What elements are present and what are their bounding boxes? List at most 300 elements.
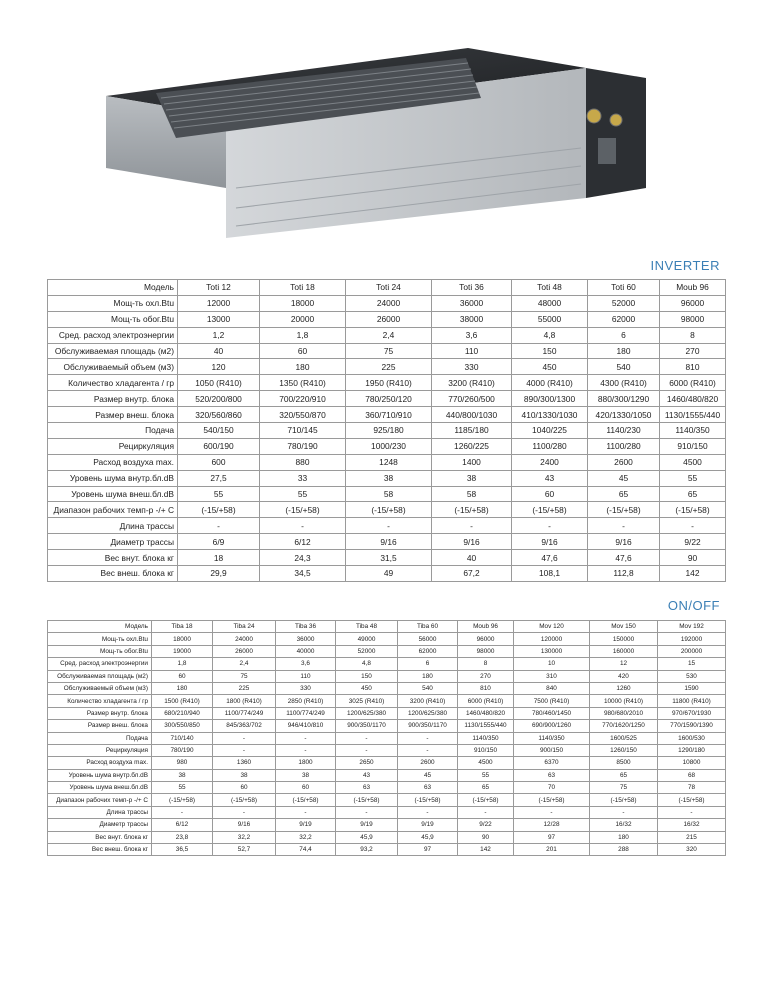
table-row bbox=[48, 819, 726, 831]
table-cell: (-15/+58) bbox=[213, 794, 276, 806]
table-cell: 24,3 bbox=[260, 550, 346, 566]
table-cell: 1950 (R410) bbox=[346, 375, 432, 391]
table-row bbox=[48, 327, 726, 343]
row-label: Подача bbox=[48, 423, 178, 439]
table-cell: 540 bbox=[398, 682, 458, 694]
table-cell: 910/150 bbox=[458, 744, 514, 756]
table-cell: 270 bbox=[458, 670, 514, 682]
table-cell: (-15/+58) bbox=[658, 794, 726, 806]
table-cell: 33 bbox=[260, 470, 346, 486]
table-cell: 810 bbox=[458, 682, 514, 694]
table-cell: 8 bbox=[660, 327, 726, 343]
table-cell: 47,6 bbox=[512, 550, 588, 566]
table-cell: 1130/1555/440 bbox=[458, 720, 514, 732]
table-cell: 96000 bbox=[458, 633, 514, 645]
table-cell: 890/300/1300 bbox=[512, 391, 588, 407]
table-cell: 840 bbox=[514, 682, 590, 694]
table-cell: 150000 bbox=[590, 633, 658, 645]
table-cell: 96000 bbox=[660, 295, 726, 311]
row-label: Вес внут. блока кг bbox=[48, 831, 152, 843]
table-row bbox=[48, 633, 726, 645]
table-cell: 10800 bbox=[658, 757, 726, 769]
table-cell: 8 bbox=[458, 658, 514, 670]
table-cell: 40 bbox=[178, 343, 260, 359]
table-cell: 1100/774/249 bbox=[276, 707, 336, 719]
table-cell: 450 bbox=[512, 359, 588, 375]
row-label: Диапазон рабочих темп-р -/+ С bbox=[48, 502, 178, 518]
table-cell: 200000 bbox=[658, 645, 726, 657]
table-cell: 130000 bbox=[514, 645, 590, 657]
table-cell: - bbox=[152, 806, 213, 818]
table-cell: 910/150 bbox=[660, 438, 726, 454]
table-cell: 360/710/910 bbox=[346, 407, 432, 423]
table-cell: 4500 bbox=[660, 454, 726, 470]
table-cell: 1100/774/249 bbox=[213, 707, 276, 719]
table-row bbox=[48, 502, 726, 518]
table-row bbox=[48, 844, 726, 856]
table-cell: - bbox=[336, 806, 398, 818]
table-cell: 320/550/870 bbox=[260, 407, 346, 423]
table-cell: 45 bbox=[588, 470, 660, 486]
table-cell: 108,1 bbox=[512, 566, 588, 582]
table-cell: - bbox=[432, 518, 512, 534]
table-cell: 27,5 bbox=[178, 470, 260, 486]
row-label: Рециркуляция bbox=[48, 438, 178, 454]
table-cell: 1600/525 bbox=[590, 732, 658, 744]
table-cell: 1050 (R410) bbox=[178, 375, 260, 391]
column-header: Moub 96 bbox=[458, 621, 514, 633]
table-cell: - bbox=[588, 518, 660, 534]
table-row bbox=[48, 359, 726, 375]
table-row bbox=[48, 794, 726, 806]
table-cell: 710/145 bbox=[260, 423, 346, 439]
table-cell: 10000 (R410) bbox=[590, 695, 658, 707]
row-label: Сред. расход электроэнергии bbox=[48, 658, 152, 670]
row-label: Уровень шума внутр.бл.dB bbox=[48, 470, 178, 486]
table-cell: 110 bbox=[432, 343, 512, 359]
table-cell: 68 bbox=[658, 769, 726, 781]
table-cell: 36,5 bbox=[152, 844, 213, 856]
table-cell: 6 bbox=[398, 658, 458, 670]
table-cell: - bbox=[458, 806, 514, 818]
table-cell: - bbox=[276, 806, 336, 818]
table-cell: 288 bbox=[590, 844, 658, 856]
table-row bbox=[48, 454, 726, 470]
row-label: Обслуживаемая площадь (м2) bbox=[48, 670, 152, 682]
table-cell: 12000 bbox=[178, 295, 260, 311]
table-cell: 600 bbox=[178, 454, 260, 470]
table-cell: 770/1620/1250 bbox=[590, 720, 658, 732]
table-cell: 1800 bbox=[276, 757, 336, 769]
table-cell: 36000 bbox=[432, 295, 512, 311]
table-cell: - bbox=[276, 732, 336, 744]
table-cell: 12 bbox=[590, 658, 658, 670]
row-label: Размер внеш. блока bbox=[48, 407, 178, 423]
row-label: Сред. расход электроэнергии bbox=[48, 327, 178, 343]
table-cell: 6000 (R410) bbox=[660, 375, 726, 391]
table-cell: 10 bbox=[514, 658, 590, 670]
table-cell: 880 bbox=[260, 454, 346, 470]
row-label: Вес внеш. блока кг bbox=[48, 566, 178, 582]
row-label: Обслуживаемая площадь (м2) bbox=[48, 343, 178, 359]
row-label: Подача bbox=[48, 732, 152, 744]
table-cell: 55000 bbox=[512, 311, 588, 327]
table-cell: 780/190 bbox=[260, 438, 346, 454]
table-cell: 142 bbox=[660, 566, 726, 582]
table-cell: 2,4 bbox=[213, 658, 276, 670]
table-cell: 38 bbox=[346, 470, 432, 486]
table-cell: 4,8 bbox=[512, 327, 588, 343]
table-cell: 1140/230 bbox=[588, 423, 660, 439]
table-cell: - bbox=[213, 732, 276, 744]
onoff-spec-table bbox=[47, 620, 726, 856]
table-cell: - bbox=[514, 806, 590, 818]
table-cell: 770/260/500 bbox=[432, 391, 512, 407]
table-cell: 980 bbox=[152, 757, 213, 769]
table-cell: 946/410/810 bbox=[276, 720, 336, 732]
table-cell: 700/220/910 bbox=[260, 391, 346, 407]
table-cell: 225 bbox=[213, 682, 276, 694]
table-cell: 9/16 bbox=[213, 819, 276, 831]
table-cell: 45,9 bbox=[336, 831, 398, 843]
table-cell: 1140/350 bbox=[458, 732, 514, 744]
table-cell: 97 bbox=[514, 831, 590, 843]
table-cell: 55 bbox=[660, 470, 726, 486]
row-label: Количество хладагента / гр bbox=[48, 375, 178, 391]
table-cell: 520/200/800 bbox=[178, 391, 260, 407]
table-row bbox=[48, 311, 726, 327]
table-cell: 1260 bbox=[590, 682, 658, 694]
table-cell: 9/16 bbox=[512, 534, 588, 550]
table-cell: 60 bbox=[276, 782, 336, 794]
table-cell: 2650 bbox=[336, 757, 398, 769]
table-cell: 450 bbox=[336, 682, 398, 694]
table-cell: 1350 (R410) bbox=[260, 375, 346, 391]
table-cell: 9/22 bbox=[458, 819, 514, 831]
table-cell: 1040/225 bbox=[512, 423, 588, 439]
table-cell: 16/32 bbox=[658, 819, 726, 831]
table-cell: (-15/+58) bbox=[458, 794, 514, 806]
table-cell: 201 bbox=[514, 844, 590, 856]
row-label: Уровень шума внеш.бл.dB bbox=[48, 486, 178, 502]
table-row bbox=[48, 769, 726, 781]
table-cell: 24000 bbox=[346, 295, 432, 311]
row-label: Уровень шума внутр.бл.dB bbox=[48, 769, 152, 781]
table-cell: 925/180 bbox=[346, 423, 432, 439]
table-cell: 26000 bbox=[346, 311, 432, 327]
table-cell: 18000 bbox=[152, 633, 213, 645]
table-cell: 192000 bbox=[658, 633, 726, 645]
table-row bbox=[48, 343, 726, 359]
table-cell: (-15/+58) bbox=[660, 502, 726, 518]
table-cell: 98000 bbox=[660, 311, 726, 327]
table-row bbox=[48, 486, 726, 502]
table-cell: 1100/280 bbox=[512, 438, 588, 454]
table-cell: 845/363/702 bbox=[213, 720, 276, 732]
table-cell: 9/16 bbox=[346, 534, 432, 550]
table-cell: 3,6 bbox=[276, 658, 336, 670]
table-cell: 90 bbox=[660, 550, 726, 566]
row-label: Мощ-ть охл.Btu bbox=[48, 295, 178, 311]
table-cell: (-15/+58) bbox=[398, 794, 458, 806]
column-header: Mov 120 bbox=[514, 621, 590, 633]
row-label: Обслуживаемый объем (м3) bbox=[48, 359, 178, 375]
table-cell: 2850 (R410) bbox=[276, 695, 336, 707]
row-label: Диаметр трассы bbox=[48, 819, 152, 831]
table-cell: 1460/480/820 bbox=[660, 391, 726, 407]
table-cell: 180 bbox=[398, 670, 458, 682]
table-cell: (-15/+58) bbox=[514, 794, 590, 806]
table-cell: (-15/+58) bbox=[346, 502, 432, 518]
table-cell: 770/1590/1390 bbox=[658, 720, 726, 732]
table-cell: 55 bbox=[458, 769, 514, 781]
table-cell: 75 bbox=[346, 343, 432, 359]
row-label: Диаметр трассы bbox=[48, 534, 178, 550]
table-cell: 15 bbox=[658, 658, 726, 670]
table-cell: 180 bbox=[588, 343, 660, 359]
table-cell: 6/12 bbox=[152, 819, 213, 831]
table-cell: 78 bbox=[658, 782, 726, 794]
table-cell: 60 bbox=[213, 782, 276, 794]
table-row bbox=[48, 782, 726, 794]
table-cell: 32,2 bbox=[276, 831, 336, 843]
table-cell: 1100/280 bbox=[588, 438, 660, 454]
table-cell: 45 bbox=[398, 769, 458, 781]
row-label: Размер внутр. блока bbox=[48, 707, 152, 719]
table-cell: 90 bbox=[458, 831, 514, 843]
table-cell: 4,8 bbox=[336, 658, 398, 670]
onoff-title: ON/OFF bbox=[667, 598, 720, 613]
table-cell: 52000 bbox=[336, 645, 398, 657]
table-cell: 65 bbox=[458, 782, 514, 794]
table-cell: 38 bbox=[213, 769, 276, 781]
table-cell: 1400 bbox=[432, 454, 512, 470]
table-cell: 1200/625/380 bbox=[398, 707, 458, 719]
table-cell: 1200/625/380 bbox=[336, 707, 398, 719]
table-cell: 3025 (R410) bbox=[336, 695, 398, 707]
column-header: Tiba 36 bbox=[276, 621, 336, 633]
table-cell: 3200 (R410) bbox=[398, 695, 458, 707]
table-cell: 4000 (R410) bbox=[512, 375, 588, 391]
table-cell: - bbox=[346, 518, 432, 534]
table-row bbox=[48, 518, 726, 534]
table-cell: 410/1330/1030 bbox=[512, 407, 588, 423]
table-cell: 65 bbox=[588, 486, 660, 502]
column-header: Toti 48 bbox=[512, 280, 588, 296]
table-row bbox=[48, 695, 726, 707]
table-cell: 65 bbox=[590, 769, 658, 781]
table-cell: 9/16 bbox=[432, 534, 512, 550]
table-cell: 970/670/1930 bbox=[658, 707, 726, 719]
table-cell: 270 bbox=[660, 343, 726, 359]
table-cell: 330 bbox=[276, 682, 336, 694]
table-cell: 6000 (R410) bbox=[458, 695, 514, 707]
table-cell: 70 bbox=[514, 782, 590, 794]
table-cell: 1800 (R410) bbox=[213, 695, 276, 707]
row-label: Мощ-ть охл.Btu bbox=[48, 633, 152, 645]
table-cell: - bbox=[590, 806, 658, 818]
table-cell: 55 bbox=[178, 486, 260, 502]
table-cell: 24000 bbox=[213, 633, 276, 645]
column-header: Tiba 24 bbox=[213, 621, 276, 633]
table-cell: 1185/180 bbox=[432, 423, 512, 439]
row-label: Мощ-ть обог.Btu bbox=[48, 645, 152, 657]
table-cell: 4300 (R410) bbox=[588, 375, 660, 391]
table-cell: 440/800/1030 bbox=[432, 407, 512, 423]
table-row bbox=[48, 534, 726, 550]
table-row bbox=[48, 645, 726, 657]
column-header: Tiba 18 bbox=[152, 621, 213, 633]
table-cell: 58 bbox=[346, 486, 432, 502]
table-cell: 1360 bbox=[213, 757, 276, 769]
table-cell: 112,8 bbox=[588, 566, 660, 582]
table-cell: 2600 bbox=[588, 454, 660, 470]
row-label: Расход воздуха max. bbox=[48, 454, 178, 470]
column-header: Toti 12 bbox=[178, 280, 260, 296]
table-cell: 1460/480/820 bbox=[458, 707, 514, 719]
table-cell: 38000 bbox=[432, 311, 512, 327]
table-cell: 330 bbox=[432, 359, 512, 375]
table-cell: 34,5 bbox=[260, 566, 346, 582]
column-header: Mov 150 bbox=[590, 621, 658, 633]
table-row bbox=[48, 757, 726, 769]
table-cell: 48000 bbox=[512, 295, 588, 311]
inverter-spec-table bbox=[47, 279, 726, 582]
table-cell: 60 bbox=[512, 486, 588, 502]
column-header: Toti 36 bbox=[432, 280, 512, 296]
table-cell: 710/140 bbox=[152, 732, 213, 744]
table-cell: 150 bbox=[336, 670, 398, 682]
table-cell: (-15/+58) bbox=[432, 502, 512, 518]
table-row bbox=[48, 732, 726, 744]
table-cell: 20000 bbox=[260, 311, 346, 327]
table-cell: 67,2 bbox=[432, 566, 512, 582]
row-label: Диапазон рабочих темп-р -/+ С bbox=[48, 794, 152, 806]
table-cell: 38 bbox=[432, 470, 512, 486]
table-cell: - bbox=[512, 518, 588, 534]
table-cell: 6370 bbox=[514, 757, 590, 769]
column-header: Toti 60 bbox=[588, 280, 660, 296]
table-cell: 540 bbox=[588, 359, 660, 375]
table-cell: 3200 (R410) bbox=[432, 375, 512, 391]
table-cell: 225 bbox=[346, 359, 432, 375]
table-cell: 2400 bbox=[512, 454, 588, 470]
row-label: Вес внеш. блока кг bbox=[48, 844, 152, 856]
column-header: Mov 192 bbox=[658, 621, 726, 633]
table-row bbox=[48, 438, 726, 454]
table-cell: 880/300/1290 bbox=[588, 391, 660, 407]
table-cell: 9/19 bbox=[336, 819, 398, 831]
table-row bbox=[48, 375, 726, 391]
table-cell: 180 bbox=[152, 682, 213, 694]
table-cell: 58 bbox=[432, 486, 512, 502]
table-cell: 780/190 bbox=[152, 744, 213, 756]
table-cell: 780/460/1450 bbox=[514, 707, 590, 719]
table-cell: 40 bbox=[432, 550, 512, 566]
table-row bbox=[48, 707, 726, 719]
table-cell: 1,2 bbox=[178, 327, 260, 343]
row-label: Количество хладагента / гр bbox=[48, 695, 152, 707]
table-cell: 1140/350 bbox=[514, 732, 590, 744]
table-cell: 1,8 bbox=[152, 658, 213, 670]
table-cell: 36000 bbox=[276, 633, 336, 645]
table-cell: (-15/+58) bbox=[276, 794, 336, 806]
table-cell: 18000 bbox=[260, 295, 346, 311]
table-cell: 43 bbox=[336, 769, 398, 781]
table-row bbox=[48, 550, 726, 566]
table-cell: 9/22 bbox=[660, 534, 726, 550]
table-cell: 18 bbox=[178, 550, 260, 566]
table-cell: 6 bbox=[588, 327, 660, 343]
table-cell: 75 bbox=[213, 670, 276, 682]
table-cell: 6/12 bbox=[260, 534, 346, 550]
table-row bbox=[48, 720, 726, 732]
table-cell: 47,6 bbox=[588, 550, 660, 566]
table-cell: 180 bbox=[260, 359, 346, 375]
table-cell: 55 bbox=[260, 486, 346, 502]
table-cell: 38 bbox=[276, 769, 336, 781]
table-cell: 9/16 bbox=[588, 534, 660, 550]
table-cell: (-15/+58) bbox=[590, 794, 658, 806]
table-cell: 93,2 bbox=[336, 844, 398, 856]
table-cell: 29,9 bbox=[178, 566, 260, 582]
table-cell: 52000 bbox=[588, 295, 660, 311]
column-header: Tiba 48 bbox=[336, 621, 398, 633]
column-header: Toti 18 bbox=[260, 280, 346, 296]
table-cell: 11800 (R410) bbox=[658, 695, 726, 707]
table-cell: 980/680/2010 bbox=[590, 707, 658, 719]
table-cell: 215 bbox=[658, 831, 726, 843]
table-cell: 142 bbox=[458, 844, 514, 856]
table-cell: 32,2 bbox=[213, 831, 276, 843]
table-cell: (-15/+58) bbox=[336, 794, 398, 806]
table-cell: 74,4 bbox=[276, 844, 336, 856]
table-cell: - bbox=[398, 744, 458, 756]
inverter-title: INVERTER bbox=[650, 258, 720, 273]
table-cell: 810 bbox=[660, 359, 726, 375]
table-row bbox=[48, 407, 726, 423]
table-cell: 40000 bbox=[276, 645, 336, 657]
table-cell: 120 bbox=[178, 359, 260, 375]
table-cell: 63 bbox=[514, 769, 590, 781]
table-cell: 1590 bbox=[658, 682, 726, 694]
table-cell: 180 bbox=[590, 831, 658, 843]
table-row bbox=[48, 806, 726, 818]
table-cell: 1248 bbox=[346, 454, 432, 470]
table-cell: 1600/530 bbox=[658, 732, 726, 744]
table-cell: 690/900/1260 bbox=[514, 720, 590, 732]
table-cell: 56000 bbox=[398, 633, 458, 645]
table-cell: 43 bbox=[512, 470, 588, 486]
table-cell: (-15/+58) bbox=[512, 502, 588, 518]
table-cell: 13000 bbox=[178, 311, 260, 327]
table-cell: 320/560/860 bbox=[178, 407, 260, 423]
table-cell: 600/190 bbox=[178, 438, 260, 454]
table-cell: 1500 (R410) bbox=[152, 695, 213, 707]
table-cell: (-15/+58) bbox=[178, 502, 260, 518]
table-cell: 530 bbox=[658, 670, 726, 682]
row-label: Размер внутр. блока bbox=[48, 391, 178, 407]
table-cell: 310 bbox=[514, 670, 590, 682]
table-cell: 31,5 bbox=[346, 550, 432, 566]
row-label: Уровень шума внеш.бл.dB bbox=[48, 782, 152, 794]
table-cell: (-15/+58) bbox=[152, 794, 213, 806]
table-cell: 23,8 bbox=[152, 831, 213, 843]
table-cell: 900/350/1170 bbox=[398, 720, 458, 732]
row-label: Обслуживаемый объем (м3) bbox=[48, 682, 152, 694]
row-label: Вес внут. блока кг bbox=[48, 550, 178, 566]
table-cell: 420 bbox=[590, 670, 658, 682]
